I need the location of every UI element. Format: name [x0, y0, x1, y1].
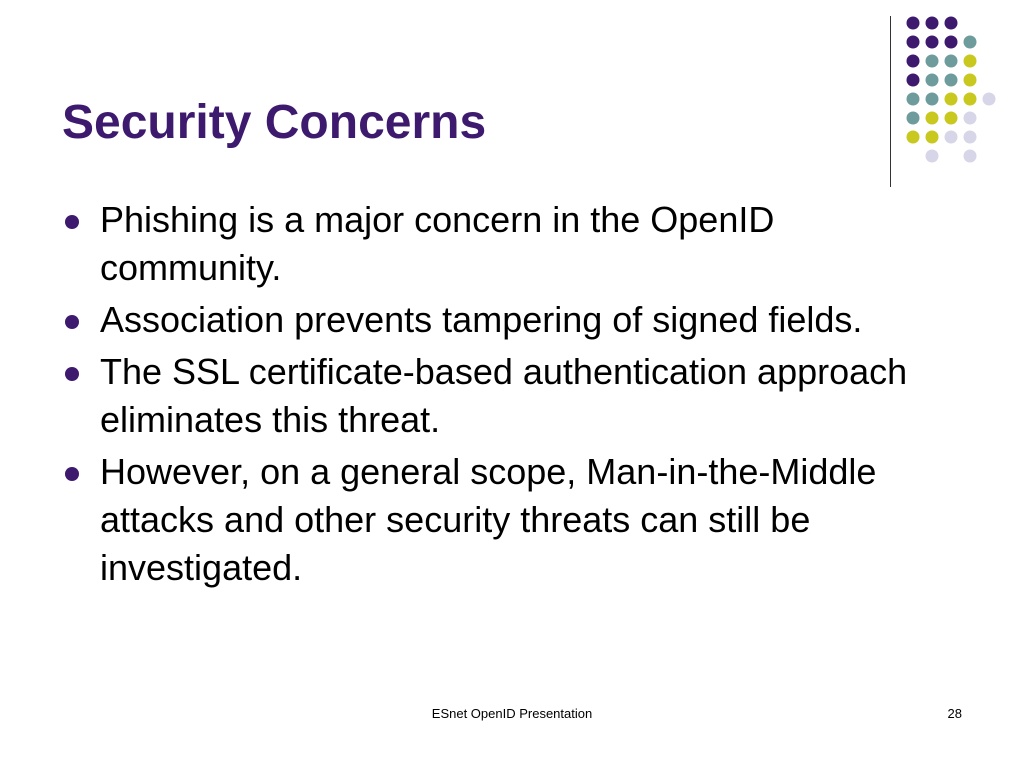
decorative-dot	[907, 131, 920, 144]
decorative-dot	[945, 131, 958, 144]
decorative-dot	[926, 93, 939, 106]
bullet-text: However, on a general scope, Man-in-the-Middle attacks and other security threats can still be investigated.	[100, 451, 877, 588]
decorative-dot	[964, 131, 977, 144]
bullet-icon	[65, 367, 79, 381]
bullet-item	[62, 348, 962, 444]
decorative-dot	[945, 93, 958, 106]
decorative-dot	[926, 36, 939, 49]
decorative-dot	[907, 17, 920, 30]
decorative-dot	[926, 55, 939, 68]
bullet-text: Phishing is a major concern in the OpenID community.	[100, 199, 775, 288]
decorative-dot	[907, 74, 920, 87]
bullet-text: Association prevents tampering of signed fields.	[100, 299, 863, 340]
bullet-list	[62, 196, 962, 596]
decorative-dot	[907, 93, 920, 106]
bullet-icon	[65, 215, 79, 229]
title-divider-line	[890, 16, 891, 187]
decorative-dot	[964, 55, 977, 68]
decorative-dot	[945, 36, 958, 49]
decorative-dot	[964, 93, 977, 106]
decorative-dot	[964, 112, 977, 125]
decorative-dot	[964, 36, 977, 49]
decorative-dot	[926, 131, 939, 144]
decorative-dot	[907, 36, 920, 49]
page-number: 28	[947, 706, 962, 721]
decorative-dot	[945, 112, 958, 125]
bullet-icon	[65, 315, 79, 329]
decorative-dot	[964, 150, 977, 163]
decorative-dot	[907, 112, 920, 125]
decorative-dot	[926, 150, 939, 163]
decorative-dot	[964, 74, 977, 87]
bullet-icon	[65, 467, 79, 481]
bullet-text: The SSL certificate-based authentication approach eliminates this threat.	[100, 351, 908, 440]
bullet-item	[62, 296, 962, 344]
decorative-dot	[926, 17, 939, 30]
decorative-dot	[907, 55, 920, 68]
bullet-item	[62, 196, 962, 292]
decorative-dot	[983, 93, 996, 106]
decorative-dot	[945, 55, 958, 68]
decorative-dot	[926, 112, 939, 125]
decorative-dot	[926, 74, 939, 87]
decorative-dot-grid	[904, 14, 1004, 164]
slide-title: Security Concerns	[62, 96, 487, 149]
decorative-dot	[945, 74, 958, 87]
footer-text: ESnet OpenID Presentation	[431, 706, 593, 721]
decorative-dot	[945, 17, 958, 30]
bullet-item	[62, 448, 962, 592]
